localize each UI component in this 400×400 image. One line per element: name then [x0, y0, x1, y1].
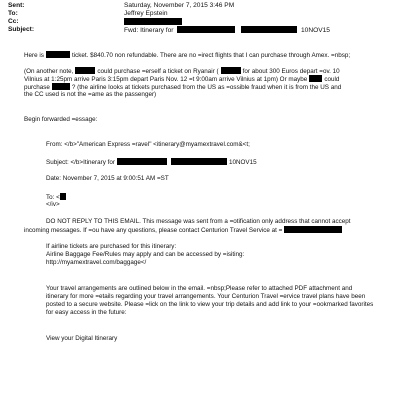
sent-label: Sent:	[8, 2, 25, 9]
airline-line: Airline Baggage Fee/Rules may apply and can be accessed by =isiting:	[46, 251, 245, 258]
to-value: Jeffrey Epstein	[124, 10, 168, 17]
redaction-bar	[221, 67, 241, 74]
subject-prefix: Fwd: Itinerary for	[124, 27, 174, 34]
dnr-line: incoming messages. If =ou have any questions, please contact Centurion Travel Service at =	[24, 226, 344, 235]
fwd-subject-line: Subject: </b>Itinerary for 10NOV15	[46, 159, 257, 166]
forwarded-label: Begin forwarded =essage:	[24, 116, 98, 123]
view-itinerary-link[interactable]: View your Digital Itinerary	[46, 335, 118, 342]
sent-value: Saturday, November 7, 2015 3:46 PM	[124, 2, 235, 9]
body-line: the CC used is not the =ame as the passenger)	[24, 91, 157, 98]
redaction-bar	[124, 18, 182, 25]
travel-line: for easy access in the future:	[46, 309, 127, 316]
redaction-bar	[171, 158, 227, 165]
baggage-link[interactable]: http://myamextravel.com/baggage</	[46, 259, 147, 266]
redaction-bar	[75, 67, 95, 74]
subject-label: Subject:	[8, 26, 35, 33]
fwd-date-line: Date: November 7, 2015 at 9:00:51 AM =ST	[46, 175, 169, 182]
dnr-line: DO NOT REPLY TO THIS EMAIL. This message was sent from a =otification only address that cannot accept	[46, 218, 351, 225]
redaction-bar	[52, 83, 70, 90]
redaction-bar	[241, 26, 297, 33]
subject-suffix: 10NOV15	[301, 27, 330, 34]
cc-label: Cc:	[8, 18, 19, 25]
redaction-bar	[284, 226, 342, 233]
travel-line: posted to a secure website. Please =lick on the link to view your trip details and add link to your =ookmarked favorites	[46, 301, 374, 308]
travel-line: Your travel arrangements are outlined below in the email. =nbsp;Please refer to attached PDF attachment and	[46, 285, 353, 292]
body-line: (On another note, could purchase =erself a ticket on Ryanair ( for about 300 Euros depart =ov. 10	[24, 68, 340, 75]
airline-line: If airline tickets are purchased for this itinerary:	[46, 243, 177, 250]
redaction-bar	[177, 26, 235, 33]
body-line: Vilnius at 1:25pm arrive Paris 3:15pm depart Paris Nov. 12 =t 9:00am arrive Vilnius at 1pm) Or maybe could	[24, 76, 340, 83]
redaction-bar	[60, 193, 66, 200]
body-line: Here is ticket. $840.70 non refundable. There are no =irect flights that I can purchase through Amex. =nbsp;	[24, 52, 351, 59]
fwd-from-line: From: </b>"American Express =ravel" <itinerary@myamextravel.com&<t;	[46, 141, 250, 148]
travel-line: itinerary for more =etails regarding your travel arrangements. Your Centurion Travel =ervice travel plans have been	[46, 293, 366, 300]
fwd-to-close: </iv>	[46, 201, 60, 208]
fwd-to-line: To: <	[46, 193, 66, 202]
body-line: purchase ? (the airline looks at tickets purchased from the US as =ossible fraud when it is from the US and	[24, 84, 342, 91]
redaction-bar	[117, 158, 167, 165]
redaction-bar	[309, 75, 322, 82]
redaction-bar	[46, 51, 70, 58]
to-label: To:	[8, 10, 18, 17]
